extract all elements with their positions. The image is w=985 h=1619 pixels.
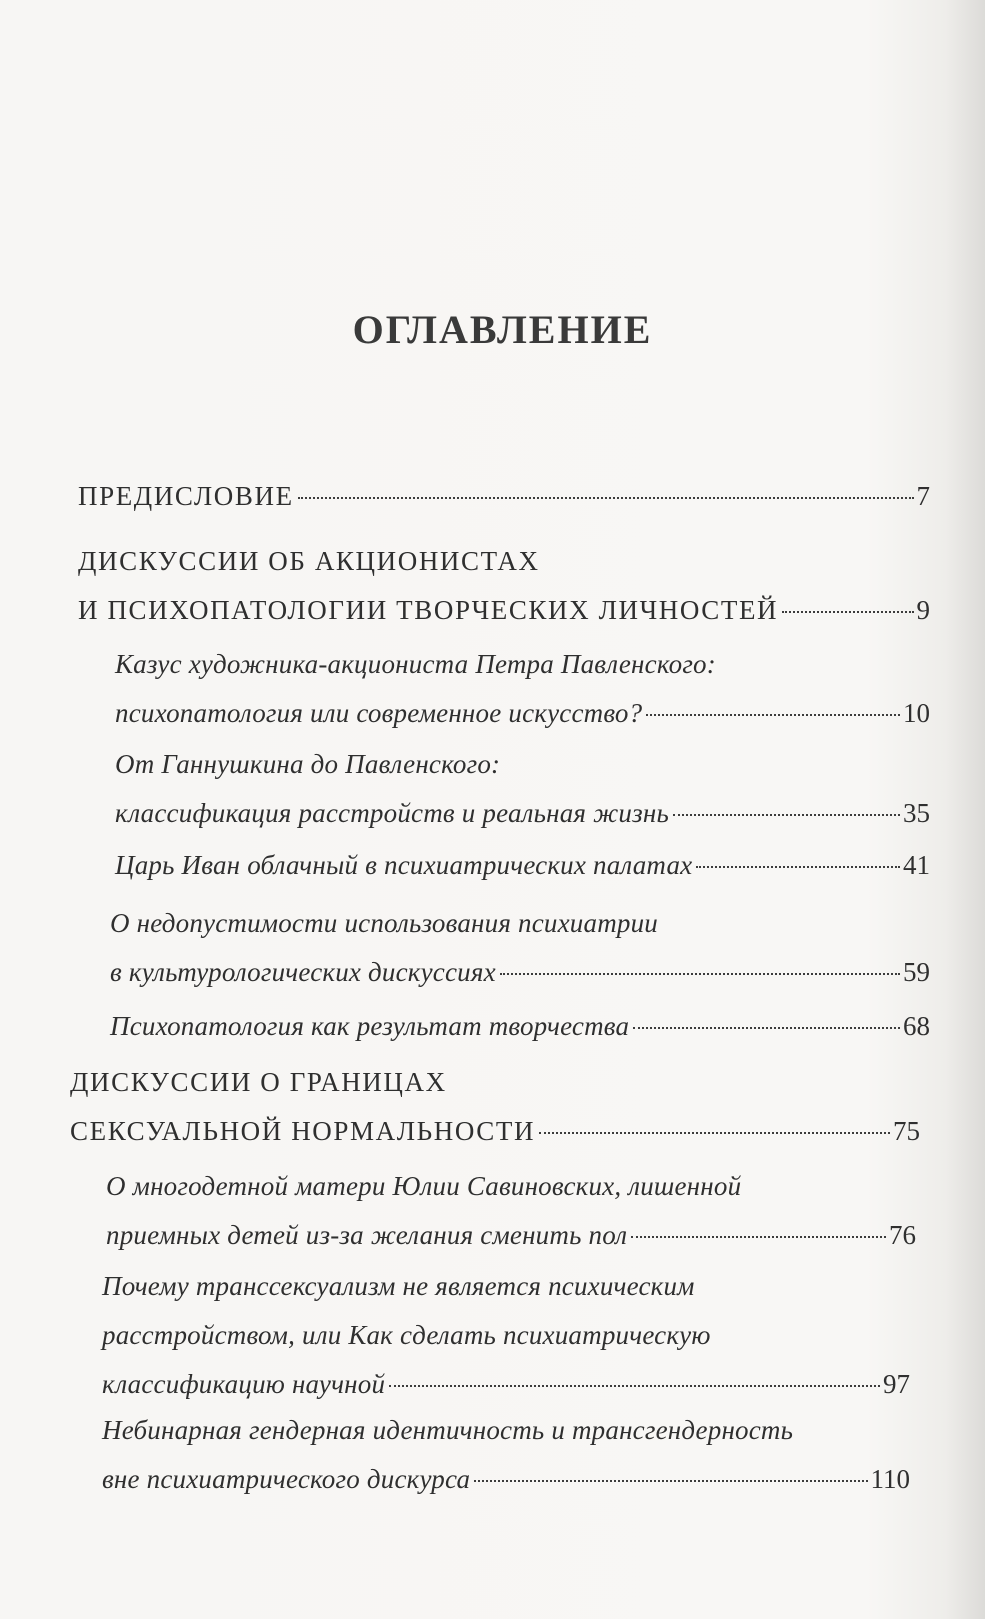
dot-leader [474,1480,867,1482]
toc-page-number: 41 [903,850,930,880]
page-title: ОГЛАВЛЕНИЕ [352,307,653,352]
dot-leader [696,866,900,868]
toc-entry-section-sexual-normality[interactable] [70,1058,920,1156]
toc-entry-gannushkin[interactable] [115,740,930,838]
toc-entry-psychopathology-creativity[interactable] [110,1002,930,1051]
toc-page-number: 10 [903,698,930,728]
toc-entry-title: ПРЕДИСЛОВИЕ [78,481,294,511]
toc-entry-preface[interactable] [78,472,930,521]
toc-entry-title: расстройством, или Как сделать психиатрическую [102,1320,711,1350]
toc-entry-title: ДИСКУССИИ О ГРАНИЦАХ [70,1067,447,1097]
dot-leader [673,814,900,816]
toc-page-number: 97 [883,1369,910,1399]
toc-page-number: 35 [903,798,930,828]
toc-entry-title: приемных детей из-за желания сменить пол [106,1220,628,1250]
toc-entry-title: классификация расстройств и реальная жизнь [115,798,669,828]
toc-page-number: 59 [903,957,930,987]
toc-page-number: 9 [916,595,930,625]
dot-leader [633,1027,900,1029]
toc-entry-tsar-ivan[interactable] [115,841,930,890]
toc-entry-title: О многодетной матери Юлии Савиновских, лишенной [106,1171,742,1201]
dot-leader [298,497,914,499]
toc-page-number: 7 [916,481,930,511]
dot-leader [389,1385,880,1387]
dot-leader [500,973,900,975]
toc-page-number: 110 [870,1464,910,1494]
toc-entry-title: Царь Иван облачный в психиатрических палатах [115,850,693,880]
toc-page-number: 68 [903,1011,930,1041]
toc-entry-inadmissibility[interactable] [110,899,930,997]
toc-entry-title: СЕКСУАЛЬНОЙ НОРМАЛЬНОСТИ [70,1116,536,1146]
toc-entry-title: классификацию научной [102,1369,386,1399]
toc-entry-title: Почему транссексуализм не является психическим [102,1271,695,1301]
toc-entry-title: психопатология или современное искусство? [115,698,643,728]
toc-page-number: 76 [889,1220,916,1250]
toc-entry-title: От Ганнушкина до Павленского: [115,749,501,779]
toc-entry-savinovskikh[interactable] [106,1162,916,1260]
toc-entry-transsexualism[interactable] [102,1262,910,1409]
toc-entry-title: И ПСИХОПАТОЛОГИИ ТВОРЧЕСКИХ ЛИЧНОСТЕЙ [78,595,779,625]
toc-entry-title: вне психиатрического дискурса [102,1464,471,1494]
toc-entry-title: Небинарная гендерная идентичность и трансгендерность [102,1415,794,1445]
toc-entry-title: Психопатология как результат творчества [110,1011,630,1041]
dot-leader [782,611,913,613]
dot-leader [646,714,900,716]
toc-entry-nonbinary[interactable] [102,1406,910,1504]
toc-entry-section-actionists[interactable] [78,537,930,635]
toc-page-number: 75 [893,1116,920,1146]
toc-entry-title: ДИСКУССИИ ОБ АКЦИОНИСТАХ [78,546,540,576]
toc-entry-pavlensky-case[interactable] [115,640,930,738]
toc-entry-title: О недопустимости использования психиатрии [110,908,658,938]
toc-entry-title: Казус художника-акциониста Петра Павленского: [115,649,716,679]
toc-entry-title: в культурологических дискуссиях [110,957,496,987]
dot-leader [539,1132,890,1134]
dot-leader [631,1236,886,1238]
